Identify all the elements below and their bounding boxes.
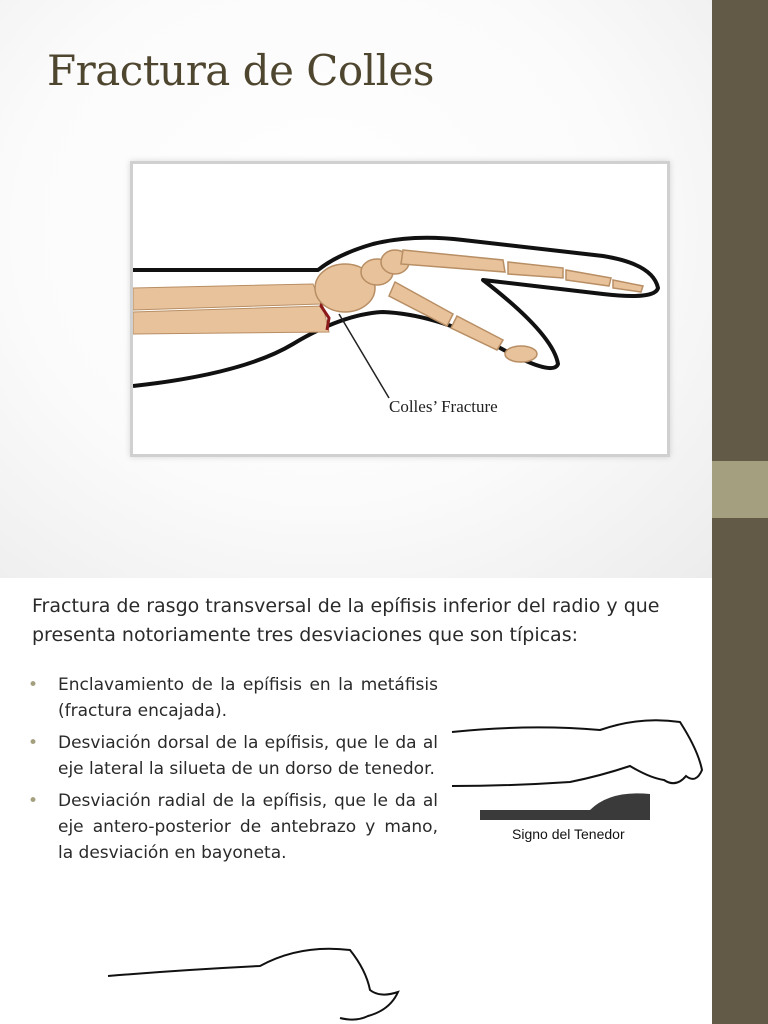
right-decor-accent [712, 461, 768, 518]
colles-fracture-illustration [130, 161, 670, 457]
list-item [28, 730, 438, 782]
slide-title: Fractura de Colles [47, 46, 434, 95]
list-item [28, 672, 438, 724]
fork-sign-sketch [450, 710, 705, 830]
hand-sketch-bottom [100, 940, 400, 1024]
intro-paragraph: Fractura de rasgo transversal de la epífisis inferior del radio y que presenta notoriamente tres desviaciones que son típicas: [32, 595, 660, 646]
list-item [28, 788, 438, 866]
bullet-text: Desviación radial de la epífisis, que le da al eje antero-posterior de antebrazo y mano, la desviación en bayoneta. [58, 791, 438, 863]
bullet-icon: • [28, 791, 39, 811]
sketch-caption: Signo del Tenedor [512, 826, 625, 842]
figure-label: Colles’ Fracture [389, 397, 498, 416]
bullet-text: Enclavamiento de la epífisis en la metáfisis (fractura encajada). [58, 675, 438, 721]
bullet-list [28, 672, 438, 872]
bullet-text: Desviación dorsal de la epífisis, que le da al eje lateral la silueta de un dorso de tenedor. [58, 733, 438, 779]
bullet-icon: • [28, 733, 39, 753]
bullet-icon: • [28, 675, 39, 695]
